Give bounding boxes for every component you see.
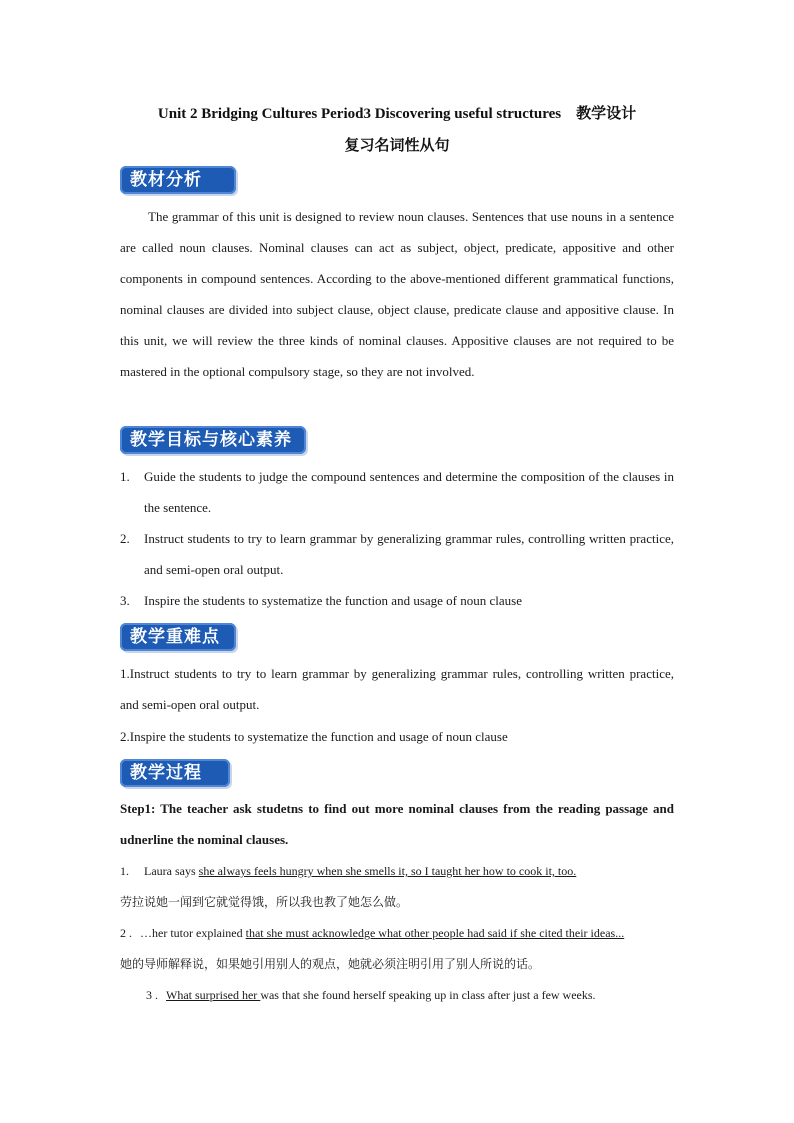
keypoint-1: 1.Instruct students to try to learn grammar by generalizing grammar rules, controlling written practice, and semi-open oral output. — [120, 666, 674, 712]
section-heading-analysis: 教材分析 — [120, 166, 236, 194]
objective-number: 1. — [120, 469, 130, 484]
objective-text: Inspire the students to systematize the function and usage of noun clause — [144, 593, 522, 608]
section-heading-objectives: 教学目标与核心素养 — [120, 426, 306, 454]
example-number: 3 . — [146, 988, 158, 1002]
analysis-paragraph: The grammar of this unit is designed to review noun clauses. Sentences that use nouns in a sentence are called noun clauses. Nominal clauses can act as subject, object, predicate, appositive and other components in compound sentences. According to the above-mentioned different grammatical functions, nominal clauses are divided into subject clause, object clause, predicate clause and appositive clause. In this unit, we will review the three kinds of nominal clauses. Appositive clauses are not required to be mastered in the optional compulsory stage, so they are not involved. — [120, 209, 674, 379]
example-sentence — [146, 980, 674, 1011]
example-text-after: was that she found herself speaking up in class after just a few weeks. — [260, 988, 596, 1002]
objective-text: Guide the students to judge the compound sentences and determine the composition of the clauses in the sentence. — [144, 469, 674, 515]
objective-number: 3. — [120, 593, 130, 608]
underlined-clause: that she must acknowledge what other people had said if she cited their ideas... — [245, 926, 625, 940]
document-subtitle: 复习名词性从句 — [344, 138, 450, 154]
example-number: 2 . — [120, 926, 132, 940]
example-text: Laura says — [144, 864, 199, 878]
section-heading-keypoints: 教学重难点 — [120, 623, 236, 651]
example-text: …her tutor explained — [140, 926, 246, 940]
objective-item — [120, 461, 674, 523]
step1-instruction: Step1: The teacher ask studetns to find out more nominal clauses from the reading passage and udnerline the nominal clauses. — [120, 801, 674, 847]
example-sentence — [120, 856, 674, 887]
keypoint-2: 2.Inspire the students to systematize the function and usage of noun clause — [120, 729, 508, 744]
example-translation: 她的导师解释说，如果她引用别人的观点，她就必须注明引用了别人所说的话。 — [120, 957, 541, 971]
objective-text: Instruct students to try to learn grammar by generalizing grammar rules, controlling written practice, and semi-open oral output. — [144, 531, 674, 577]
objective-item — [120, 523, 674, 585]
objective-item — [120, 585, 674, 616]
example-number: 1. — [120, 864, 129, 878]
example-translation: 劳拉说她一闻到它就觉得饿，所以我也教了她怎么做。 — [120, 895, 409, 909]
example-sentence — [120, 918, 674, 949]
document-title: Unit 2 Bridging Cultures Period3 Discovering useful structures 教学设计 — [157, 106, 637, 122]
section-heading-process: 教学过程 — [120, 759, 230, 787]
objective-number: 2. — [120, 531, 130, 546]
underlined-clause: What surprised her — [166, 988, 261, 1002]
underlined-clause: she always feels hungry when she smells it, so I taught her how to cook it, too. — [198, 864, 577, 878]
